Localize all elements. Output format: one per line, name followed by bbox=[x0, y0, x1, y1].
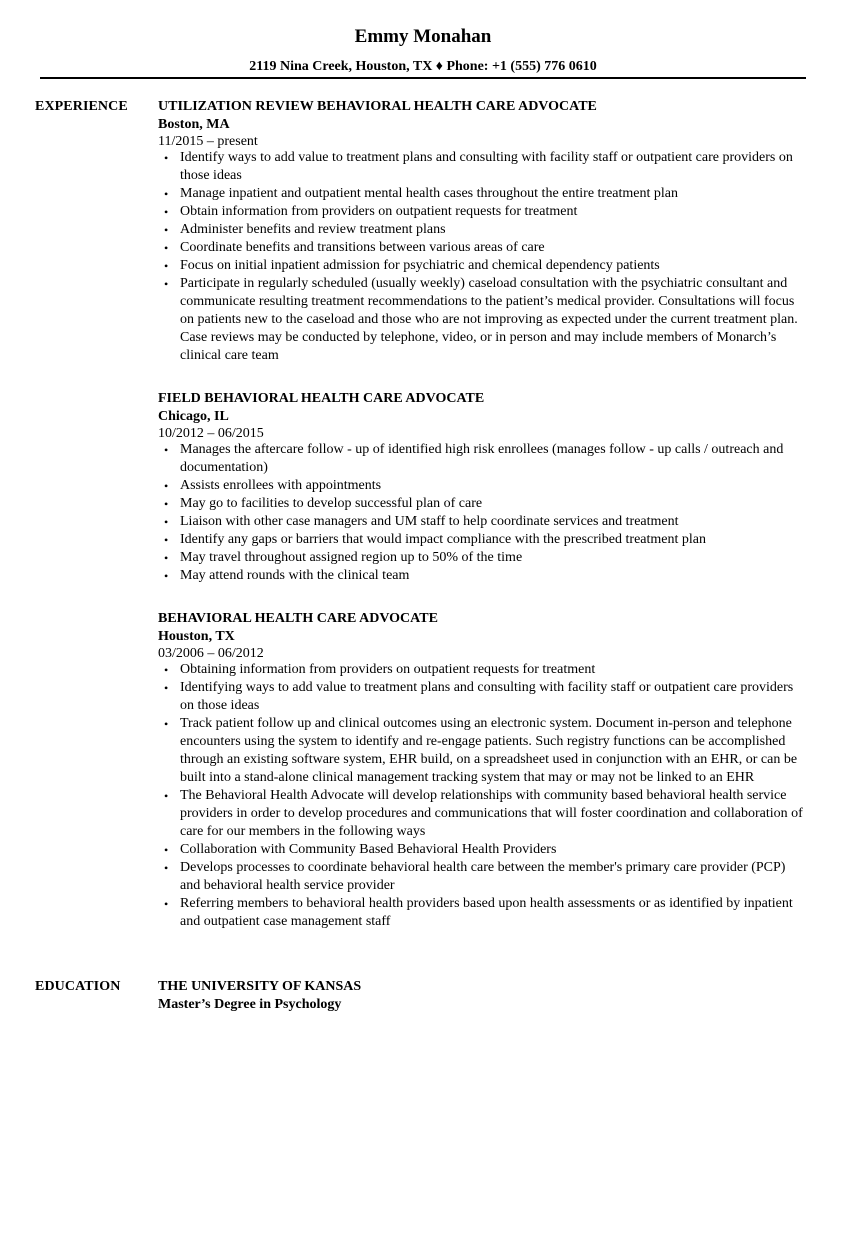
job-bullet bbox=[158, 149, 808, 185]
job-bullet bbox=[158, 441, 808, 477]
bullet-text: May go to facilities to develop successful plan of care bbox=[180, 496, 483, 511]
job-bullet bbox=[158, 513, 808, 531]
bullet-text: Track patient follow up and clinical outcomes using an electronic system. Document in-person and telephone encounters using the system to identify and re-engage patients. Such registry functions can be accomplished through an existing software system, EHR build, on a spreadsheet used in conjunction with an EHR, or can be built into a stand-alone clinical management tracking system that may or may not be linked to an EHR bbox=[180, 716, 798, 785]
job-bullet bbox=[158, 221, 808, 239]
bullet-icon: • bbox=[164, 663, 169, 677]
job-dates: 10/2012 – 06/2015 bbox=[158, 426, 264, 441]
bullet-text: Administer benefits and review treatment plans bbox=[180, 222, 446, 237]
bullet-icon: • bbox=[164, 187, 169, 201]
bullet-text: Manages the aftercare follow - up of identified high risk enrollees (manages follow - up calls / outreach and documentation) bbox=[180, 442, 784, 475]
job-bullet bbox=[158, 495, 808, 513]
bullet-text: Manage inpatient and outpatient mental health cases throughout the entire treatment plan bbox=[180, 186, 678, 201]
bullet-text: Liaison with other case managers and UM staff to help coordinate services and treatment bbox=[180, 514, 679, 529]
bullet-text: Participate in regularly scheduled (usually weekly) caseload consultation with the psychiatric consultant and communicate resulting treatment recommendations to the patient’s medical provider. Consultations will focus on patients new to the caseload and those who are not improving as expected under the current treatment plan. Case reviews may be conducted by telephone, video, or in person and may include members of Monarch’s clinical care team bbox=[180, 276, 798, 363]
header-divider bbox=[40, 77, 806, 79]
education-school: THE UNIVERSITY OF KANSAS bbox=[158, 979, 362, 994]
job-bullet bbox=[158, 239, 808, 257]
bullet-icon: • bbox=[164, 861, 169, 875]
bullet-text: May attend rounds with the clinical team bbox=[180, 568, 410, 583]
bullet-icon: • bbox=[164, 497, 169, 511]
job-bullet bbox=[158, 787, 808, 841]
job-dates: 03/2006 – 06/2012 bbox=[158, 646, 264, 661]
job-bullet bbox=[158, 567, 808, 585]
bullet-icon: • bbox=[164, 533, 169, 547]
bullet-text: Identify any gaps or barriers that would impact compliance with the prescribed treatment plan bbox=[180, 532, 706, 547]
bullet-icon: • bbox=[164, 843, 169, 857]
experience-entry bbox=[158, 390, 808, 585]
job-location: Chicago, IL bbox=[158, 409, 229, 424]
job-bullet bbox=[158, 661, 808, 679]
bullet-icon: • bbox=[164, 569, 169, 583]
bullet-icon: • bbox=[164, 151, 169, 165]
bullet-icon: • bbox=[164, 259, 169, 273]
job-dates: 11/2015 – present bbox=[158, 134, 258, 149]
job-title: BEHAVIORAL HEALTH CARE ADVOCATE bbox=[158, 611, 438, 626]
bullet-icon: • bbox=[164, 789, 169, 803]
bullet-icon: • bbox=[164, 443, 169, 457]
bullet-text: Assists enrollees with appointments bbox=[180, 478, 382, 493]
education-entry bbox=[158, 978, 808, 1014]
job-bullet bbox=[158, 257, 808, 275]
job-bullet bbox=[158, 715, 808, 787]
education-degree: Master’s Degree in Psychology bbox=[158, 997, 342, 1012]
bullet-icon: • bbox=[164, 223, 169, 237]
bullet-icon: • bbox=[164, 717, 169, 731]
job-location: Boston, MA bbox=[158, 117, 230, 132]
job-bullet bbox=[158, 841, 808, 859]
job-bullet bbox=[158, 203, 808, 221]
bullet-text: Develops processes to coordinate behavioral health care between the member's primary care provider (PCP) and behavioral health service provider bbox=[180, 860, 786, 893]
job-bullet bbox=[158, 549, 808, 567]
bullet-icon: • bbox=[164, 681, 169, 695]
experience-entry bbox=[158, 98, 808, 365]
bullet-icon: • bbox=[164, 479, 169, 493]
bullet-text: Obtain information from providers on outpatient requests for treatment bbox=[180, 204, 578, 219]
bullet-text: Obtaining information from providers on outpatient requests for treatment bbox=[180, 662, 596, 677]
bullet-text: Focus on initial inpatient admission for psychiatric and chemical dependency patients bbox=[180, 258, 660, 273]
bullet-text: Coordinate benefits and transitions between various areas of care bbox=[180, 240, 545, 255]
education-section-label: EDUCATION bbox=[35, 979, 121, 994]
job-bullet-list bbox=[158, 661, 808, 931]
job-bullet bbox=[158, 679, 808, 715]
bullet-icon: • bbox=[164, 277, 169, 291]
bullet-text: The Behavioral Health Advocate will develop relationships with community based behavioral health service providers in order to develop procedures and communications that will foster coordination and collaboration of care for our members in the following ways bbox=[180, 788, 803, 839]
job-bullet bbox=[158, 185, 808, 203]
job-bullet bbox=[158, 895, 808, 931]
bullet-icon: • bbox=[164, 515, 169, 529]
bullet-icon: • bbox=[164, 241, 169, 255]
job-bullet-list bbox=[158, 441, 808, 585]
bullet-icon: • bbox=[164, 551, 169, 565]
experience-section-label: EXPERIENCE bbox=[35, 99, 128, 114]
bullet-text: Identifying ways to add value to treatment plans and consulting with facility staff or outpatient care providers on those ideas bbox=[180, 680, 794, 713]
job-bullet bbox=[158, 531, 808, 549]
bullet-text: Identify ways to add value to treatment plans and consulting with facility staff or outpatient care providers on those ideas bbox=[180, 150, 793, 183]
job-bullet bbox=[158, 275, 808, 365]
job-bullet bbox=[158, 477, 808, 495]
job-location: Houston, TX bbox=[158, 629, 235, 644]
experience-entry bbox=[158, 610, 808, 931]
job-bullet bbox=[158, 859, 808, 895]
bullet-icon: • bbox=[164, 205, 169, 219]
bullet-text: Collaboration with Community Based Behavioral Health Providers bbox=[180, 842, 557, 857]
bullet-icon: • bbox=[164, 897, 169, 911]
bullet-text: May travel throughout assigned region up to 50% of the time bbox=[180, 550, 523, 565]
bullet-text: Referring members to behavioral health providers based upon health assessments or as identified by inpatient and outpatient case management staff bbox=[180, 896, 793, 929]
job-title: UTILIZATION REVIEW BEHAVIORAL HEALTH CARE ADVOCATE bbox=[158, 99, 597, 114]
job-title: FIELD BEHAVIORAL HEALTH CARE ADVOCATE bbox=[158, 391, 485, 406]
job-bullet-list bbox=[158, 149, 808, 365]
contact-line: 2119 Nina Creek, Houston, TX ♦ Phone: +1 (555) 776 0610 bbox=[249, 59, 597, 74]
candidate-name: Emmy Monahan bbox=[354, 26, 492, 47]
